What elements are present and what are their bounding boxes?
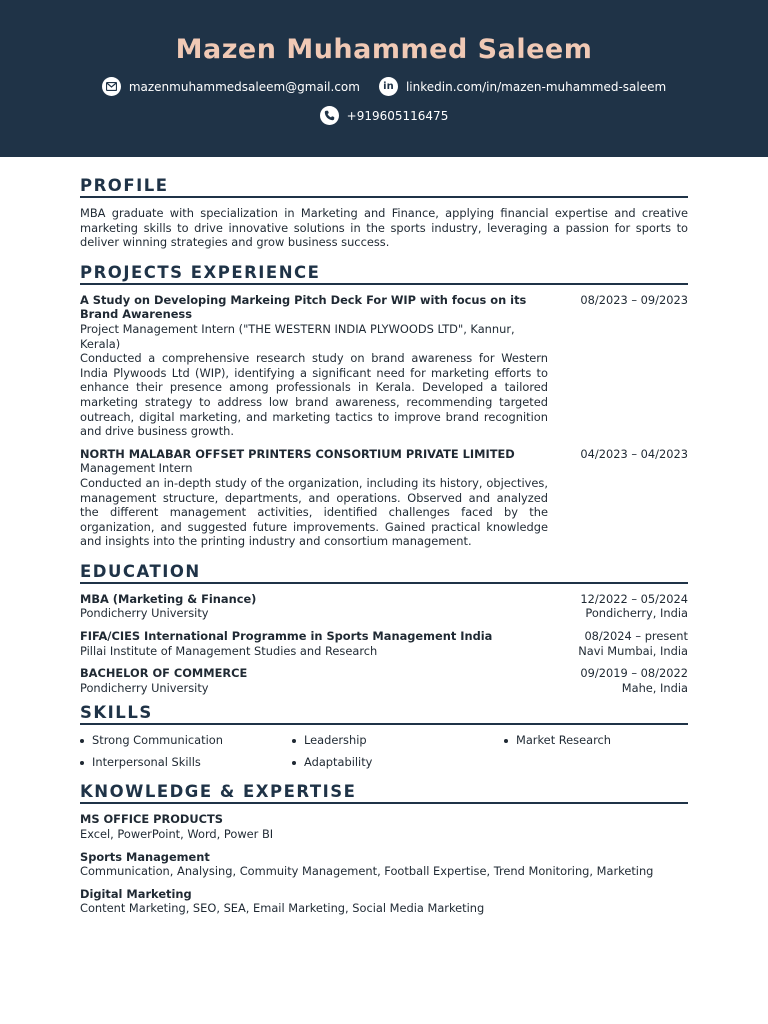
education-location: Pondicherry, India	[585, 606, 688, 621]
education-dates: 08/2024 – present	[584, 629, 688, 644]
project-item	[80, 447, 688, 549]
phone-text: +919605116475	[346, 108, 449, 123]
knowledge-item	[80, 812, 688, 841]
bullet-icon	[292, 739, 296, 743]
project-dates: 04/2023 – 04/2023	[580, 446, 688, 461]
skill-item: Leadership	[292, 733, 504, 748]
skills-list	[80, 733, 688, 770]
linkedin-contact[interactable]	[379, 77, 666, 96]
profile-text: MBA graduate with specialization in Marketing and Finance, applying financial expertise and creative marketing skills to drive innovative solutions in the sports industry, leveraging a passion for sports to deliver winning strategies and grow business success.	[80, 206, 688, 250]
section-title-knowledge: KNOWLEDGE & EXPERTISE	[80, 782, 688, 804]
education-school: Pillai Institute of Management Studies and Research	[80, 643, 378, 658]
project-item	[80, 293, 688, 439]
contact-row	[0, 77, 768, 96]
skill-item: Adaptability	[292, 755, 504, 770]
education-dates: 12/2022 – 05/2024	[580, 591, 688, 606]
resume-body	[80, 176, 688, 924]
knowledge-item	[80, 850, 688, 879]
phone-icon	[320, 106, 339, 125]
education-degree: MBA (Marketing & Finance)	[80, 591, 257, 606]
knowledge-item	[80, 887, 688, 916]
skill-item: Strong Communication	[80, 733, 292, 748]
knowledge-detail: Excel, PowerPoint, Word, Power BI	[80, 827, 274, 842]
education-item	[80, 592, 688, 621]
skills-section	[80, 703, 688, 770]
resume-header	[0, 0, 768, 157]
email-icon	[102, 77, 121, 96]
candidate-name: Mazen Muhammed Saleem	[175, 34, 593, 65]
education-location: Mahe, India	[621, 680, 688, 695]
knowledge-heading: Digital Marketing	[80, 886, 192, 901]
project-role: Project Management Intern ("THE WESTERN INDIA PLYWOODS LTD", Kannur, Kerala)	[80, 321, 515, 351]
education-degree: BACHELOR OF COMMERCE	[80, 666, 248, 681]
contact-row-phone	[0, 106, 768, 125]
bullet-icon	[80, 739, 84, 743]
profile-section	[80, 176, 688, 250]
section-title-skills: SKILLS	[80, 703, 688, 725]
education-school: Pondicherry University	[80, 680, 209, 695]
knowledge-heading: MS OFFICE PRODUCTS	[80, 812, 223, 827]
linkedin-icon: in	[379, 77, 398, 96]
project-title: A Study on Developing Markeing Pitch Deck For WIP with focus on its Brand Awareness	[80, 292, 527, 322]
education-item	[80, 666, 688, 695]
knowledge-section	[80, 782, 688, 916]
projects-section	[80, 263, 688, 549]
phone-contact[interactable]	[320, 106, 449, 125]
bullet-icon	[292, 761, 296, 765]
project-description: Conducted an in-depth study of the organization, including its history, objectives, management structure, departments, and operations. Observed and analyzed the different management activities, identified challenges faced by the organization, and suggested future improvements. Gained practical knowledge and insights into the printing industry and consortium management.	[80, 475, 548, 549]
section-title-projects: PROJECTS EXPERIENCE	[80, 263, 688, 285]
education-item	[80, 629, 688, 658]
email-contact[interactable]	[102, 77, 360, 96]
project-description: Conducted a comprehensive research study on brand awareness for Western India Plywoods Ltd (WIP), identifying a significant need for marketing efforts to enhance their presence among professionals in Kerala. Developed a tailored marketing strategy to address low brand awareness, recommending targeted outreach, digital marketing, and marketing tactics to improve brand recognition and drive business growth.	[80, 351, 548, 439]
section-title-profile: PROFILE	[80, 176, 688, 198]
section-title-education: EDUCATION	[80, 562, 688, 584]
bullet-icon	[504, 739, 508, 743]
project-title: NORTH MALABAR OFFSET PRINTERS CONSORTIUM PRIVATE LIMITED	[80, 446, 515, 461]
education-school: Pondicherry University	[80, 606, 209, 621]
project-dates: 08/2023 – 09/2023	[580, 292, 688, 307]
bullet-icon	[80, 761, 84, 765]
skill-item: Market Research	[504, 733, 688, 748]
education-section	[80, 562, 688, 696]
education-dates: 09/2019 – 08/2022	[580, 666, 688, 681]
education-degree: FIFA/CIES International Programme in Sports Management India	[80, 629, 493, 644]
knowledge-heading: Sports Management	[80, 849, 210, 864]
knowledge-detail: Communication, Analysing, Commuity Management, Football Expertise, Trend Monitoring, Marketing	[80, 864, 654, 879]
email-text: mazenmuhammedsaleem@gmail.com	[128, 79, 360, 94]
knowledge-detail: Content Marketing, SEO, SEA, Email Marketing, Social Media Marketing	[80, 901, 485, 916]
project-role: Management Intern	[80, 461, 193, 476]
skill-item: Interpersonal Skills	[80, 755, 292, 770]
linkedin-text: linkedin.com/in/mazen-muhammed-saleem	[405, 79, 667, 94]
education-location: Navi Mumbai, India	[578, 643, 688, 658]
